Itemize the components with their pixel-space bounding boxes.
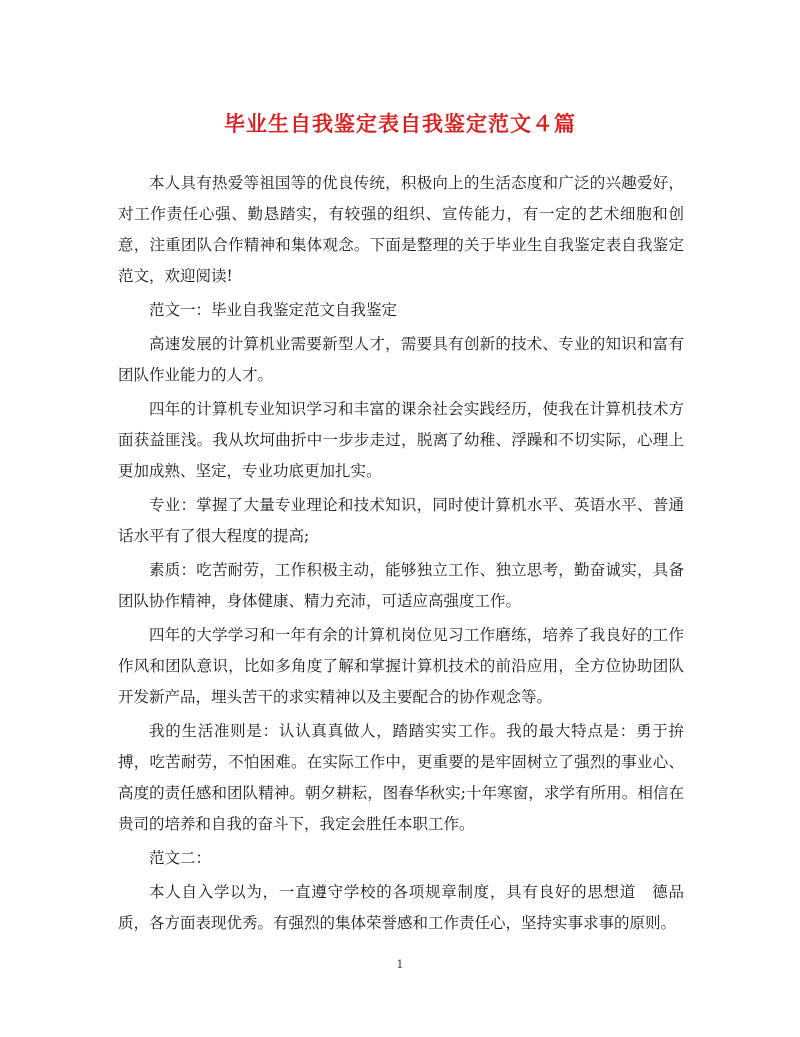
paragraph: 本人自入学以为，一直遵守学校的各项规章制度，具有良好的思想道 德品质，各方面表现优秀。有强烈的集体荣誉感和工作责任心，坚持实事求事的原则。 (118, 883, 684, 932)
paragraph: 我的生活准则是：认认真真做人，踏踏实实工作。我的最大特点是：勇于拚搏，吃苦耐劳，不怕困难。在实际工作中，更重要的是牢固树立了强烈的事业心、高度的责任感和团队精神。朝夕耕耘，图春华秋实;十年寒窗，求学有所用。相信在贵司的培养和自我的奋斗下，我定会胜任本职工作。 (118, 722, 684, 833)
paragraph-quality: 素质：吃苦耐劳，工作积极主动，能够独立工作、独立思考，勤奋诚实，具备团队协作精神，身体健康、精力充沛，可适应高强度工作。 (118, 561, 684, 610)
document-title: 毕业生自我鉴定表自我鉴定范文４篇 (224, 111, 576, 136)
paragraph-intro: 本人具有热爱等祖国等的优良传统，积极向上的生活态度和广泛的兴趣爱好，对工作责任心强、勤恳踏实，有较强的组织、宣传能力，有一定的艺术细胞和创意，注重团队合作精神和集体观念。下面是整理的关于毕业生自我鉴定表自我鉴定范文，欢迎阅读! (118, 174, 684, 285)
paragraph: 四年的计算机专业知识学习和丰富的课余社会实践经历，使我在计算机技术方面获益匪浅。我从坎坷曲折中一步步走过，脱离了幼稚、浮躁和不切实际，心理上更加成熟、坚定，专业功底更加扎实。 (118, 400, 684, 480)
document-body (118, 168, 684, 942)
paragraph-sample-two-heading: 范文二： (149, 849, 212, 867)
paragraph: 高速发展的计算机业需要新型人才，需要具有创新的技术、专业的知识和富有团队作业能力的人才。 (118, 335, 684, 384)
paragraph-sample-one-heading: 范文一：毕业自我鉴定范文自我鉴定 (149, 301, 398, 319)
paragraph: 四年的大学学习和一年有余的计算机岗位见习工作磨练，培养了我良好的工作作风和团队意识，比如多角度了解和掌握计算机技术的前沿应用，全方位协助团队开发新产品，埋头苦干的求实精神以及主要配合的协作观念等。 (118, 626, 684, 706)
paragraph-major: 专业：掌握了大量专业理论和技术知识，同时使计算机水平、英语水平、普通话水平有了很大程度的提高; (118, 496, 684, 545)
page-number: 1 (396, 958, 404, 971)
